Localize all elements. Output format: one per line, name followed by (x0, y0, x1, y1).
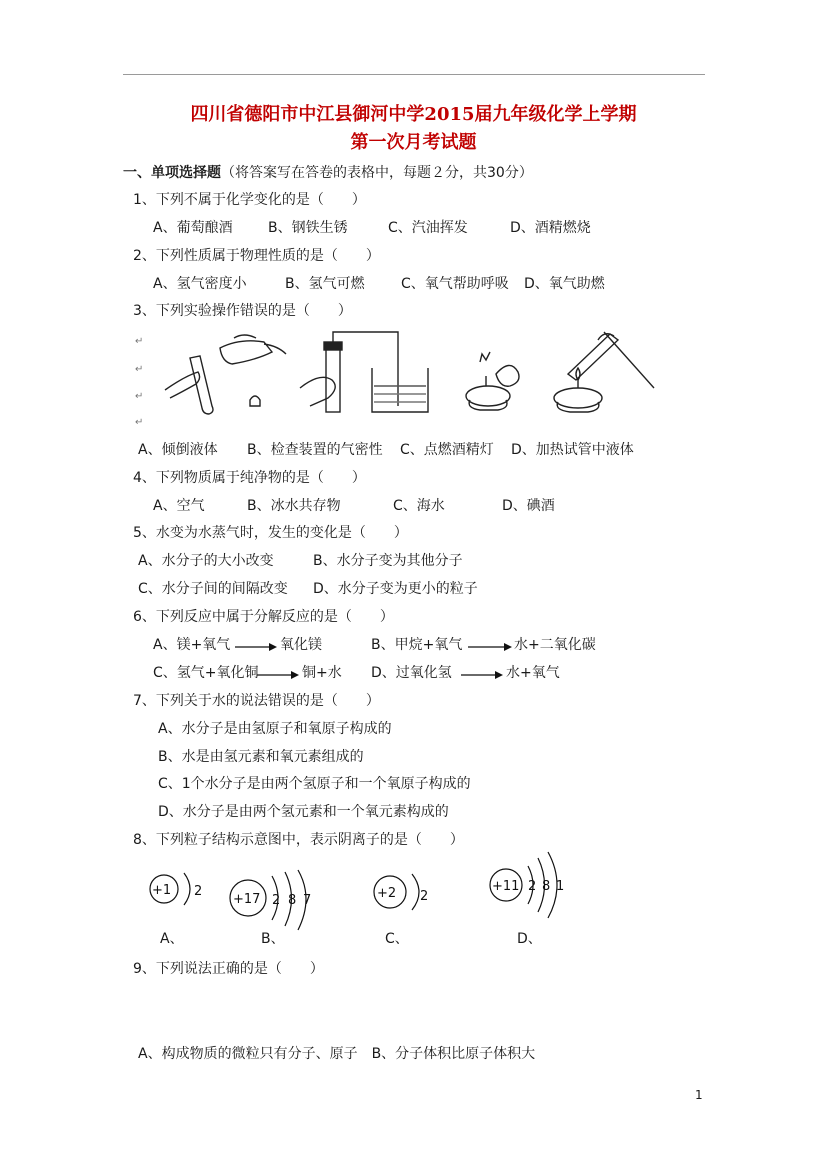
atom-a-shell: 2 (194, 884, 203, 899)
q8-option-c: C、 (385, 931, 409, 947)
page-number: 1 (695, 1088, 703, 1102)
atom-diagram-a (148, 868, 208, 908)
q2-stem: 2、下列性质属于物理性质的是（ ） (133, 248, 380, 264)
q9-options-ab: A、构成物质的微粒只有分子、原子 B、分子体积比原子体积大 (138, 1046, 536, 1062)
atom-d-shell: 1 (556, 879, 565, 894)
q6-option-c-reactants: C、氢气+氧化铜 (153, 665, 259, 681)
q7-option-a: A、水分子是由氢原子和氧原子构成的 (158, 721, 392, 737)
atom-d-nucleus: +11 (492, 879, 520, 894)
q8-option-a: A、 (160, 931, 184, 947)
q6-stem: 6、下列反应中属于分解反应的是（ ） (133, 609, 394, 625)
q7-option-b: B、水是由氢元素和氧元素组成的 (158, 749, 364, 765)
atom-b-shell: 8 (288, 893, 297, 908)
q3-stem: 3、下列实验操作错误的是（ ） (133, 303, 352, 319)
atom-diagram-b (228, 870, 328, 930)
atom-diagram-d (488, 852, 578, 918)
atom-a-nucleus: +1 (152, 883, 172, 898)
q2-option-a: A、氢气密度小 (153, 276, 247, 292)
atom-diagram-c (372, 870, 442, 914)
q3-option-b: B、检查装置的气密性 (247, 442, 383, 458)
q5-stem: 5、水变为水蒸气时，发生的变化是（ ） (133, 525, 408, 541)
q7-stem: 7、下列关于水的说法错误的是（ ） (133, 693, 380, 709)
q2-option-c: C、氧气帮助呼吸 (401, 276, 509, 292)
atom-c-nucleus: +2 (377, 886, 397, 901)
q6-option-d-reactants: D、过氧化氢 (371, 665, 452, 681)
q7-option-c: C、1个水分子是由两个氢原子和一个氧原子构成的 (158, 776, 471, 792)
atom-b-shell: 7 (303, 893, 312, 908)
q3-option-d: D、加热试管中液体 (511, 442, 634, 458)
atom-c-shell: 2 (420, 889, 429, 904)
return-mark: ↵ (135, 391, 144, 402)
doc-title-line2: 第一次月考试题 (350, 132, 477, 153)
atom-d-shell: 2 (528, 879, 537, 894)
atom-d-shell: 8 (542, 879, 551, 894)
q5-option-d: D、水分子变为更小的粒子 (313, 581, 478, 597)
section-heading-label: 一、单项选择题 (123, 165, 221, 181)
q4-option-b: B、冰水共存物 (247, 498, 341, 514)
return-mark: ↵ (135, 364, 144, 375)
q2-option-d: D、氧气助燃 (524, 276, 605, 292)
q3-option-a: A、倾倒液体 (138, 442, 218, 458)
doc-title-line1: 四川省德阳市中江县御河中学2015届九年级化学上学期 (190, 104, 637, 125)
q6-option-b-reactants: B、甲烷+氧气 (371, 637, 463, 653)
reaction-arrow-icon (461, 670, 503, 680)
q1-option-a: A、葡萄酿酒 (153, 220, 233, 236)
header-rule (123, 74, 705, 75)
q2-option-b: B、氢气可燃 (285, 276, 365, 292)
lab-apparatus-figure (160, 328, 660, 416)
q6-option-c-products: 铜+水 (302, 665, 342, 681)
section-heading-note: （将答案写在答卷的表格中，每题２分，共30分） (221, 165, 533, 181)
q4-option-a: A、空气 (153, 498, 205, 514)
q5-option-a: A、水分子的大小改变 (138, 553, 274, 569)
section-heading (123, 164, 533, 182)
q4-option-c: C、海水 (393, 498, 445, 514)
reaction-arrow-icon (468, 642, 512, 652)
return-mark: ↵ (135, 336, 144, 347)
q9-stem: 9、下列说法正确的是（ ） (133, 961, 324, 977)
q5-option-b: B、水分子变为其他分子 (313, 553, 463, 569)
q6-option-a-reactants: A、镁+氧气 (153, 637, 231, 653)
q1-option-b: B、钢铁生锈 (268, 220, 348, 236)
q7-option-d: D、水分子是由两个氢元素和一个氧元素构成的 (158, 804, 449, 820)
q8-option-d: D、 (517, 931, 542, 947)
q1-option-c: C、汽油挥发 (388, 220, 468, 236)
q6-option-a-products: 氧化镁 (280, 637, 322, 653)
reaction-arrow-icon (235, 642, 277, 652)
return-mark: ↵ (135, 417, 144, 428)
q6-option-d-products: 水+氧气 (506, 665, 560, 681)
reaction-arrow-icon (257, 670, 299, 680)
q5-option-c: C、水分子间的间隔改变 (138, 581, 288, 597)
atom-b-shell: 2 (272, 893, 281, 908)
q6-option-b-products: 水+二氧化碳 (514, 637, 596, 653)
q1-option-d: D、酒精燃烧 (510, 220, 591, 236)
q8-option-b: B、 (261, 931, 285, 947)
q4-option-d: D、碘酒 (502, 498, 555, 514)
q4-stem: 4、下列物质属于纯净物的是（ ） (133, 470, 366, 486)
q8-stem: 8、下列粒子结构示意图中，表示阴离子的是（ ） (133, 832, 464, 848)
atom-b-nucleus: +17 (233, 892, 261, 907)
q1-stem: 1、下列不属于化学变化的是（ ） (133, 192, 366, 208)
q3-option-c: C、点燃酒精灯 (400, 442, 494, 458)
